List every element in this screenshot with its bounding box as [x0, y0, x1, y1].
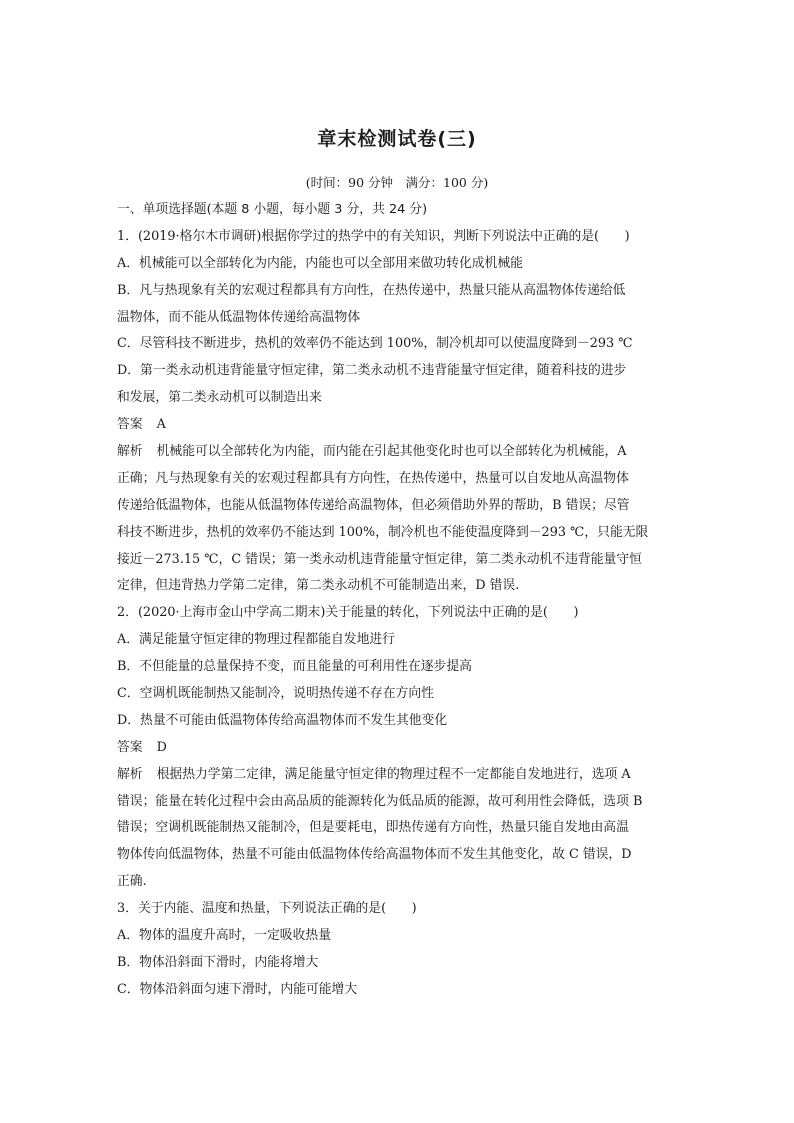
q2-analysis-line5: 正确.: [117, 874, 147, 890]
q1-option-a: A．机械能可以全部转化为内能，内能也可以全部用来做功转化成机械能: [117, 255, 523, 271]
q3-stem: 3．关于内能、温度和热量，下列说法正确的是( ): [117, 901, 417, 917]
analysis-text: 机械能可以全部转化为内能，而内能在引起其他变化时也可以全部转化为机械能，A: [156, 444, 627, 460]
answer-value: A: [156, 417, 166, 433]
q2-analysis-line2: 错误；能量在转化过程中会由高品质的能源转化为低品质的能源，故可利用性会降低，选项 B: [117, 793, 643, 809]
document-body: [117, 197, 679, 1004]
q1-option-d-line2: 和发展，第二类永动机可以制造出来: [117, 390, 322, 406]
q2-answer: [117, 735, 679, 762]
q2-stem: 2．(2020·上海市金山中学高二期末)关于能量的转化，下列说法中正确的是( ): [117, 605, 579, 621]
q2-analysis-line3: 错误；空调机既能制热又能制冷，但是要耗电，即热传递有方向性，热量只能自发地由高温: [117, 820, 629, 836]
q3-option-b: B．物体沿斜面下滑时，内能将增大: [117, 954, 319, 970]
q1-analysis-line1: [117, 439, 679, 466]
q1-analysis-line4: 科技不断进步，热机的效率仍不能达到 100%，制冷机也不能使温度降到－293 ℃，只能无限: [117, 524, 649, 540]
answer-value: D: [156, 739, 167, 755]
q2-analysis-line4: 物体传向低温物体，热量不可能由低温物体传给高温物体而不发生其他变化，故 C 错误，D: [117, 847, 632, 863]
q2-option-b: B．不但能量的总量保持不变，而且能量的可利用性在逐步提高: [117, 659, 472, 675]
section-header: 一、单项选择题(本题 8 小题，每小题 3 分，共 24 分): [117, 202, 428, 217]
q2-option-c: C．空调机既能制热又能制冷，说明热传递不存在方向性: [117, 686, 434, 702]
q1-analysis-line2: 正确；凡与热现象有关的宏观过程都具有方向性，在热传递中，热量可以自发地从高温物体: [117, 470, 629, 486]
q3-option-c: C．物体沿斜面匀速下滑时，内能可能增大: [117, 981, 358, 997]
q1-option-c: C．尽管科技不断进步，热机的效率仍不能达到 100%，制冷机却可以使温度降到－293 ℃: [117, 336, 633, 352]
analysis-label: 解析: [117, 444, 143, 460]
q2-analysis-line1: [117, 762, 679, 789]
q2-option-d: D．热量不可能由低温物体传给高温物体而不发生其他变化: [117, 712, 448, 728]
q1-option-b-line2: 温物体，而不能从低温物体传递给高温物体: [117, 309, 361, 325]
q1-analysis-line6: 定律，但违背热力学第二定律，第二类永动机不可能制造出来，D 错误.: [117, 578, 520, 594]
exam-info: (时间：90 分钟 满分：100 分): [305, 175, 489, 190]
page-title: 章末检测试卷(三): [317, 128, 477, 150]
answer-label: 答案: [117, 417, 143, 433]
q1-answer: [117, 412, 679, 439]
q1-stem: 1．(2019·格尔木市调研)根据你学过的热学中的有关知识，判断下列说法中正确的是( ): [117, 228, 630, 244]
analysis-text: 根据热力学第二定律，满足能量守恒定律的物理过程不一定都能自发地进行，选项 A: [156, 766, 631, 782]
q3-option-a: A．物体的温度升高时，一定吸收热量: [117, 928, 331, 944]
q1-option-d-line1: D．第一类永动机违背能量守恒定律，第二类永动机不违背能量守恒定律，随着科技的进步: [117, 363, 627, 379]
analysis-label: 解析: [117, 766, 143, 782]
q1-analysis-line5: 接近－273.15 ℃，C 错误；第一类永动机违背能量守恒定律，第二类永动机不违背能量守恒: [117, 551, 642, 567]
q1-analysis-line3: 传递给低温物体，也能从低温物体传递给高温物体，但必须借助外界的帮助，B 错误；尽管: [117, 497, 630, 513]
answer-label: 答案: [117, 739, 143, 755]
q2-option-a: A．满足能量守恒定律的物理过程都能自发地进行: [117, 632, 395, 648]
q1-option-b-line1: B．凡与热现象有关的宏观过程都具有方向性，在热传递中，热量只能从高温物体传递给低: [117, 282, 626, 298]
